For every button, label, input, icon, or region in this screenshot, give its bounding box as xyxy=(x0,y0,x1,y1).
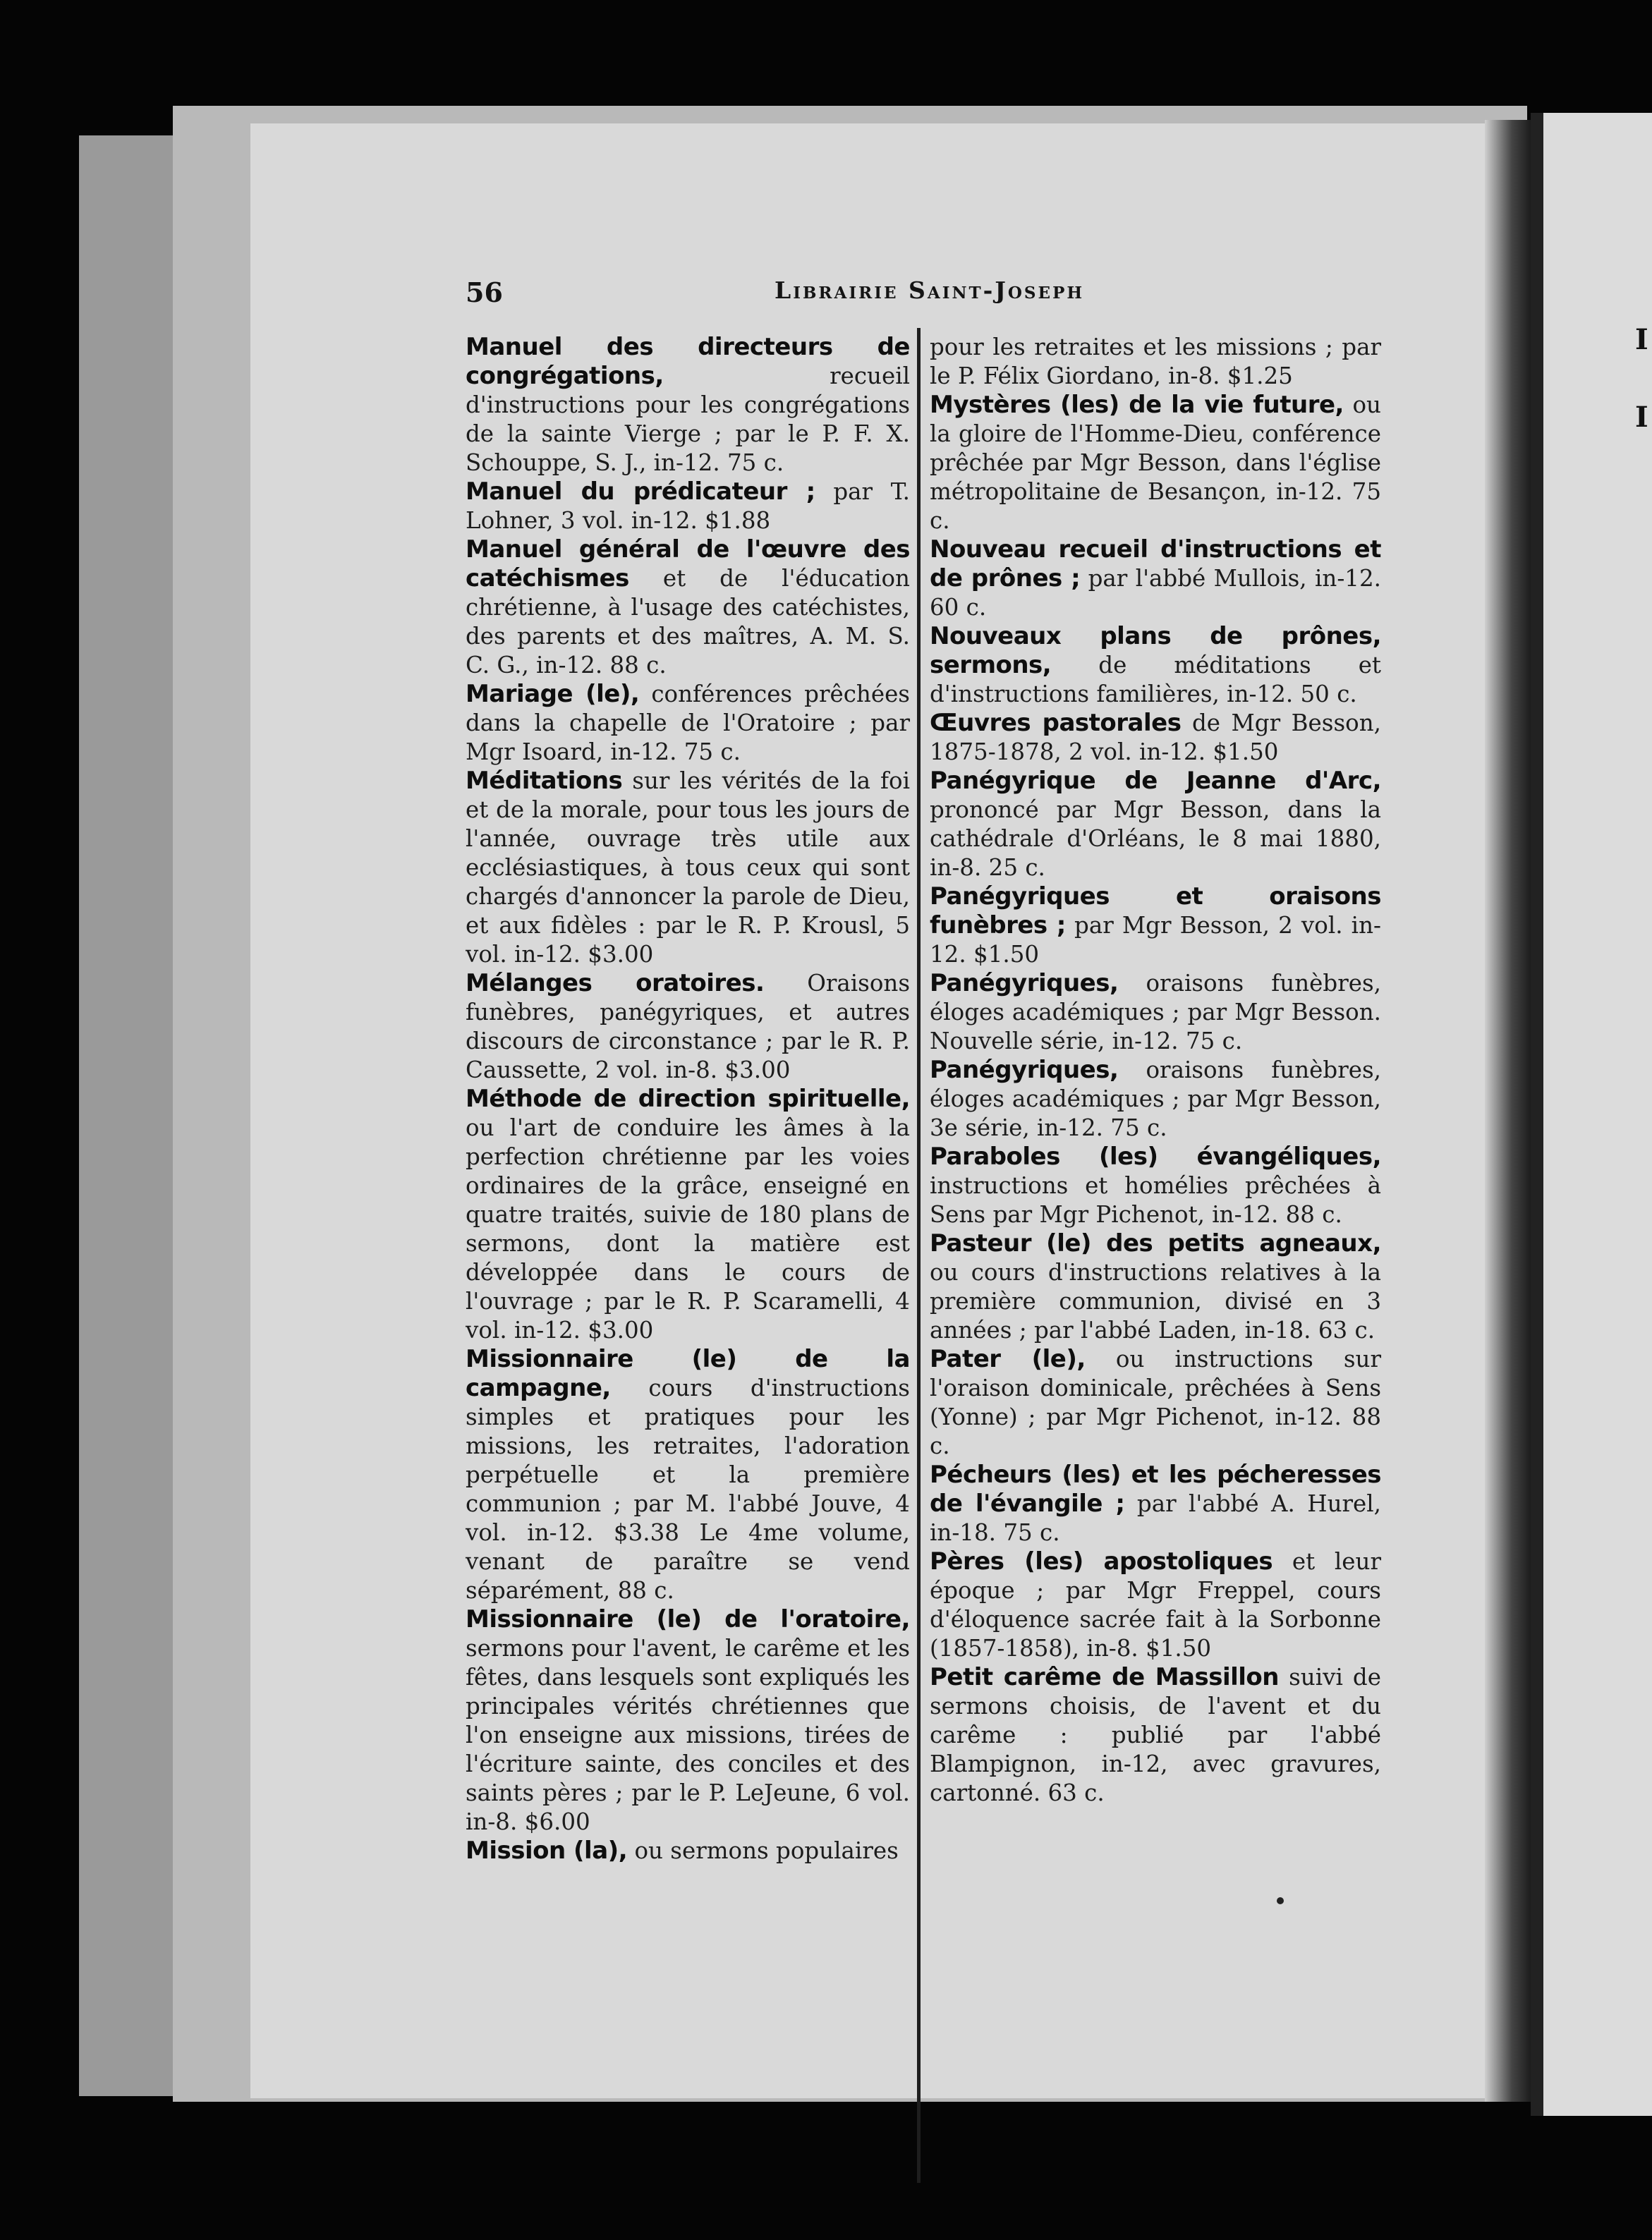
entry-title: Mission (la), xyxy=(466,1837,628,1865)
entry-title: Pères (les) apostoliques xyxy=(930,1547,1273,1576)
entry-description: ou l'art de conduire les âmes à la perfection chrétienne par les voies ordinaires de la grâce, enseigné en quatre traités, suivie de 180 plans de sermons, dont la matière est développée dans le cours de l'ouvrage ; par le R. P. Scaramelli, 4 vol. in-12. $3.00 xyxy=(466,1114,910,1344)
catalog-entry xyxy=(930,622,1381,709)
catalog-entry xyxy=(466,767,910,969)
entry-title: Mystères (les) de la vie future, xyxy=(930,391,1344,419)
entry-title: Pater (le), xyxy=(930,1345,1086,1373)
catalog-entry xyxy=(930,709,1381,767)
entry-description: pour les retraites et les missions ; par le P. Félix Giordano, in-8. $1.25 xyxy=(930,334,1381,389)
page-number: 56 xyxy=(466,276,503,308)
next-page-edge-strip xyxy=(1531,113,1543,2116)
entry-description: par l'abbé Mullois, in-12. 60 c. xyxy=(930,565,1381,621)
running-header: Librairie Saint-Joseph xyxy=(775,276,1085,304)
entry-title: Manuel général de l'œuvre des catéchismes xyxy=(466,535,910,592)
entry-description: instructions et homélies prêchées à Sens par Mgr Pichenot, in-12. 88 c. xyxy=(930,1172,1381,1228)
catalog-entry xyxy=(930,1345,1381,1461)
entry-title: Mariage (le), xyxy=(466,680,640,708)
catalog-entry xyxy=(930,882,1381,969)
entry-title: Panégyriques, xyxy=(930,1056,1119,1084)
entry-description: sermons pour l'avent, le carême et les fêtes, dans lesquels sont expliqués les principales vérités chrétiennes que l'on enseigne aux missions, tirées de l'écriture sainte, des conciles et des saints pères ; par le P. LeJeune, 6 vol. in-8. $6.00 xyxy=(466,1635,910,1835)
entry-description: sur les vérités de la foi et de la morale, pour tous les jours de l'année, ouvrage très utile aux ecclésiastiques, à tous ceux qui sont chargés d'annoncer la parole de Dieu, et aux fidèles : par le R. P. Krousl, 5 vol. in-12. $3.00 xyxy=(466,767,910,968)
entry-description: Oraisons funèbres, panégyriques, et autres discours de circonstance ; par le R. P. Caussette, 2 vol. in-8. $3.00 xyxy=(466,970,910,1083)
entry-title: Missionnaire (le) de la campagne, xyxy=(466,1345,910,1402)
catalog-entry xyxy=(466,1605,910,1837)
page-speck xyxy=(1277,1897,1284,1904)
entry-title: Méditations xyxy=(466,767,623,795)
entry-description: ou instructions sur l'oraison dominicale, prêchées à Sens (Yonne) ; par Mgr Pichenot, in-12. 88 c. xyxy=(930,1346,1381,1459)
catalog-entry xyxy=(930,767,1381,882)
catalog-entry xyxy=(930,1229,1381,1345)
catalog-entry xyxy=(930,333,1381,391)
catalog-entry xyxy=(466,680,910,767)
catalog-entry xyxy=(930,1143,1381,1229)
catalog-entry xyxy=(930,1663,1381,1808)
entry-description: ou cours d'instructions relatives à la première communion, divisé en 3 années ; par l'abbé Laden, in-18. 63 c. xyxy=(930,1259,1381,1344)
entry-title: Nouveau recueil d'instructions et de prônes ; xyxy=(930,535,1381,592)
entry-description: oraisons funèbres, éloges académiques ; par Mgr Besson. Nouvelle série, in-12. 75 c. xyxy=(930,970,1381,1054)
column-rule xyxy=(917,328,921,2183)
entry-title: Panégyriques et oraisons funèbres ; xyxy=(930,882,1381,939)
entry-title: Pécheurs (les) et les pécheresses de l'évangile ; xyxy=(930,1461,1381,1518)
entry-description: cours d'instructions simples et pratiques pour les missions, les retraites, l'adoration perpétuelle et la première communion ; par M. l'abbé Jouve, 4 vol. in-12. $3.38 Le 4me volume, venant de paraître se vend séparément, 88 c. xyxy=(466,1375,910,1604)
entry-description: par l'abbé A. Hurel, in-18. 75 c. xyxy=(930,1490,1381,1546)
catalog-entry xyxy=(466,1085,910,1345)
right-column xyxy=(930,333,1381,1808)
catalog-entry xyxy=(930,969,1381,1056)
entry-title: Panégyrique de Jeanne d'Arc, xyxy=(930,767,1381,795)
entry-title: Manuel des directeurs de congrégations, xyxy=(466,333,910,390)
entry-title: Mélanges oratoires. xyxy=(466,969,765,997)
entry-description: et de l'éducation chrétienne, à l'usage des catéchistes, des parents et des maîtres, A. M. S. C. G., in-12. 88 c. xyxy=(466,565,910,678)
entry-description: conférences prêchées dans la chapelle de l'Oratoire ; par Mgr Isoard, in-12. 75 c. xyxy=(466,681,910,765)
entry-description: et leur époque ; par Mgr Freppel, cours d'éloquence sacrée fait à la Sorbonne (1857-1858), in-8. $1.50 xyxy=(930,1548,1381,1662)
entry-description: par T. Lohner, 3 vol. in-12. $1.88 xyxy=(466,478,910,534)
catalog-entry xyxy=(930,535,1381,622)
catalog-entry xyxy=(930,1461,1381,1547)
entry-title: Pasteur (le) des petits agneaux, xyxy=(930,1229,1381,1258)
entry-description: par Mgr Besson, 2 vol. in-12. $1.50 xyxy=(930,912,1381,968)
catalog-entry xyxy=(466,535,910,680)
entry-title: Petit carême de Massillon xyxy=(930,1663,1279,1691)
entry-title: Manuel du prédicateur ; xyxy=(466,477,815,506)
entry-description: de Mgr Besson, 1875-1878, 2 vol. in-12. $1.50 xyxy=(930,710,1381,765)
entry-description: ou sermons populaires xyxy=(634,1837,899,1864)
catalog-entry xyxy=(930,1056,1381,1143)
catalog-entry xyxy=(930,391,1381,535)
next-page-edge xyxy=(1531,113,1652,2116)
page-gutter-shadow xyxy=(1485,120,1534,2102)
entry-description: oraisons funèbres, éloges académiques ; par Mgr Besson, 3e série, in-12. 75 c. xyxy=(930,1057,1381,1141)
next-page-fragment-letter: I xyxy=(1635,323,1648,356)
entry-title: Missionnaire (le) de l'oratoire, xyxy=(466,1605,910,1633)
catalog-entry xyxy=(466,477,910,535)
entry-title: Nouveaux plans de prônes, sermons, xyxy=(930,622,1381,679)
entry-description: suivi de sermons choisis, de l'avent et du carême : publié par l'abbé Blampignon, in-12, avec gravures, cartonné. 63 c. xyxy=(930,1664,1381,1806)
catalog-entry xyxy=(466,1345,910,1605)
catalog-entry xyxy=(930,1547,1381,1663)
entry-title: Panégyriques, xyxy=(930,969,1119,997)
entry-description: prononcé par Mgr Besson, dans la cathédrale d'Orléans, le 8 mai 1880, in-8. 25 c. xyxy=(930,796,1381,881)
next-page-fragment-letter: I xyxy=(1635,401,1648,434)
entry-description: de méditations et d'instructions familières, in-12. 50 c. xyxy=(930,652,1381,707)
left-column xyxy=(466,333,910,1865)
entry-title: Paraboles (les) évangéliques, xyxy=(930,1143,1381,1171)
catalog-entry xyxy=(466,969,910,1085)
entry-title: Œuvres pastorales xyxy=(930,709,1182,737)
entry-description: ou la gloire de l'Homme-Dieu, conférence prêchée par Mgr Besson, dans l'église métropolitaine de Besançon, in-12. 75 c. xyxy=(930,391,1381,534)
catalog-entry xyxy=(466,333,910,477)
entry-description: recueil d'instructions pour les congrégations de la sainte Vierge ; par le P. F. X. Schouppe, S. J., in-12. 75 c. xyxy=(466,363,910,476)
entry-title: Méthode de direction spirituelle, xyxy=(466,1085,910,1113)
catalog-entry xyxy=(466,1837,910,1865)
